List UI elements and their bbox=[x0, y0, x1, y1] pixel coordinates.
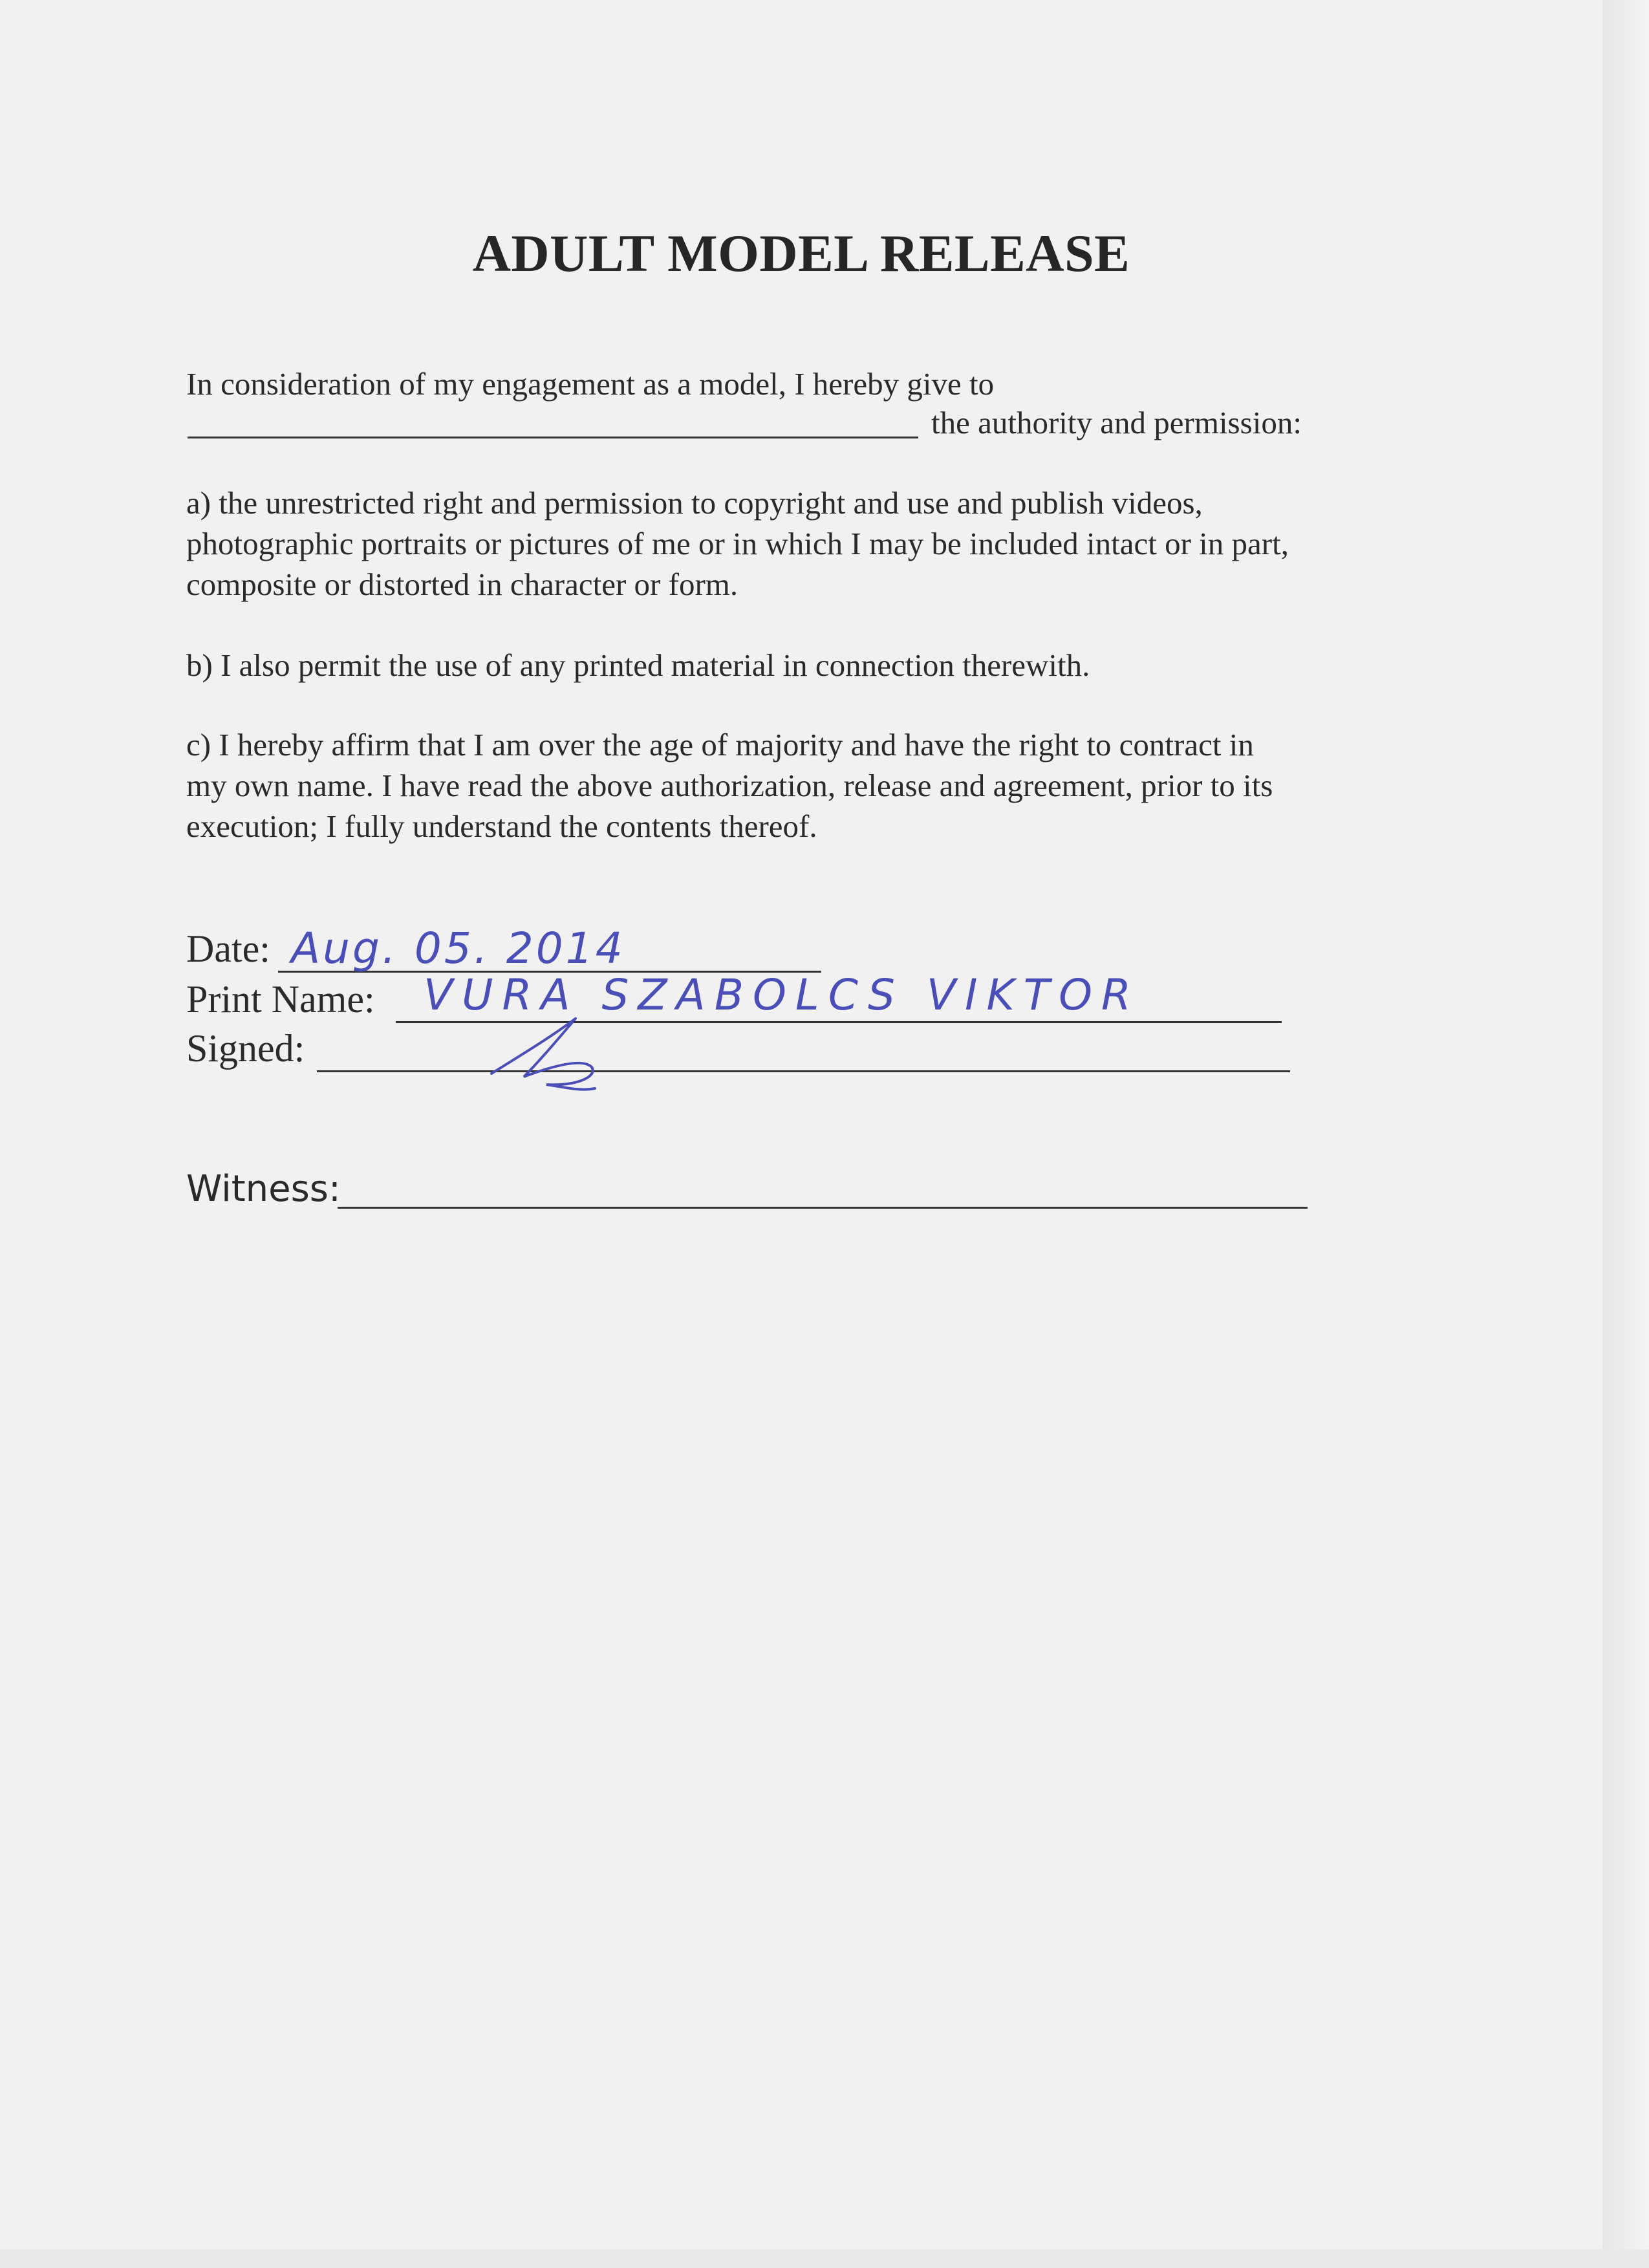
clause-c-line-3: execution; I fully understand the contents thereof. bbox=[186, 808, 817, 844]
clause-c-line-1: c) I hereby affirm that I am over the age of majority and have the right to contract in bbox=[186, 727, 1254, 762]
clause-a-line-2: photographic portraits or pictures of me or in which I may be included intact or in part, bbox=[186, 526, 1289, 561]
date-handwritten: Aug. 05. 2014 bbox=[291, 923, 625, 973]
print-name-label: Print Name: bbox=[186, 978, 375, 1021]
clause-a-line-3: composite or distorted in character or form. bbox=[186, 567, 738, 602]
signature-scribble bbox=[479, 1012, 608, 1096]
witness-label: Witness: bbox=[186, 1168, 341, 1210]
print-name-handwritten: VURA SZABOLCS VIKTOR bbox=[424, 970, 1140, 1020]
scan-bottom-edge bbox=[0, 2249, 1649, 2268]
clause-a-line-1: a) the unrestricted right and permission to copyright and use and publish videos, bbox=[186, 485, 1203, 521]
document-title: ADULT MODEL RELEASE bbox=[472, 224, 1130, 283]
clause-c-line-2: my own name. I have read the above authorization, release and agreement, prior to its bbox=[186, 768, 1273, 803]
intro-line-1: In consideration of my engagement as a model, I hereby give to bbox=[186, 366, 995, 402]
grantee-blank-line bbox=[188, 437, 918, 438]
scan-edge bbox=[1602, 0, 1649, 2268]
signature-line[interactable] bbox=[317, 1070, 1290, 1072]
intro-line-2: the authority and permission: bbox=[931, 405, 1302, 440]
date-label: Date: bbox=[186, 927, 270, 970]
clause-b-line-1: b) I also permit the use of any printed material in connection therewith. bbox=[186, 647, 1090, 683]
witness-line[interactable] bbox=[338, 1207, 1308, 1209]
signed-label: Signed: bbox=[186, 1027, 305, 1070]
